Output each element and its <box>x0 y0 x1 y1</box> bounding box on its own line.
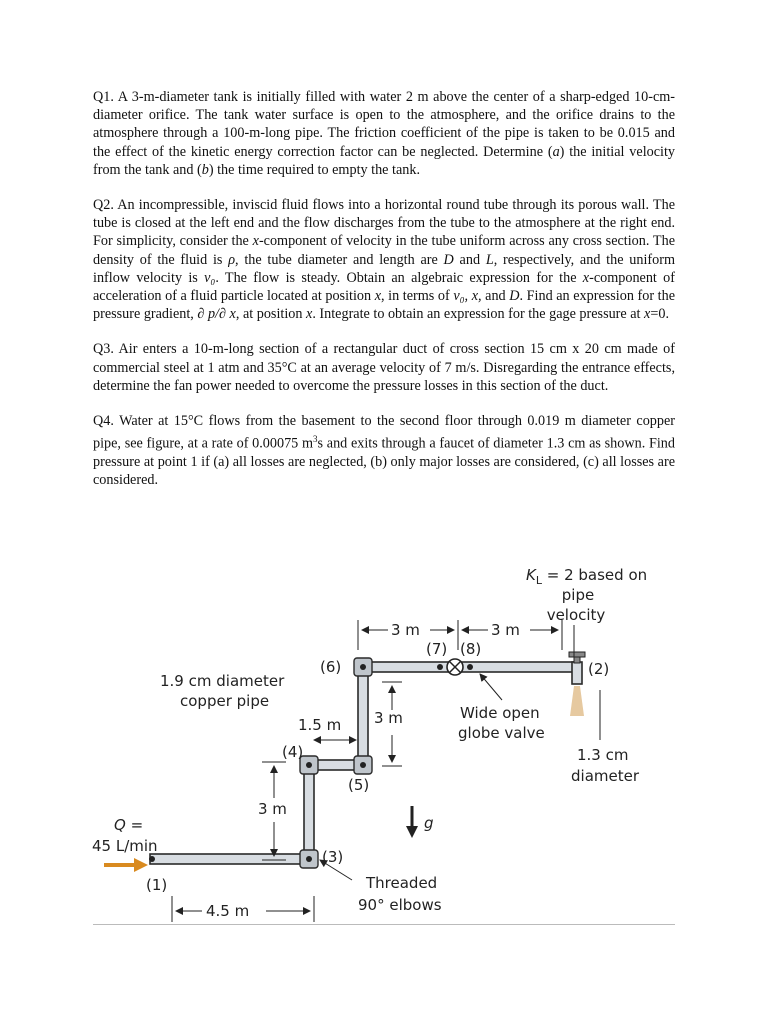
pipe-riser-3-4 <box>304 764 314 864</box>
point-1-marker <box>149 856 155 862</box>
q2-var: x <box>582 269 590 286</box>
q4-superscript: 3 <box>313 434 318 445</box>
point-1-label: (1) <box>146 876 168 894</box>
point-8-label: (8) <box>460 640 482 658</box>
q2-text: and <box>481 288 510 305</box>
q2-var: D <box>443 251 454 268</box>
kl-label-line2: pipe <box>561 586 595 604</box>
q2-text: , in terms of <box>381 288 454 305</box>
point-4-label: (4) <box>282 743 304 761</box>
q2-text: =0. <box>650 306 670 323</box>
q1-text: ) the time required to empty the tank. <box>208 161 420 178</box>
flow-rate-label: 45 L/min <box>92 837 158 855</box>
faucet-spout <box>572 662 582 684</box>
point-4-marker <box>306 762 312 768</box>
kl-label: $K_L = 2$ based on <box>526 566 648 587</box>
q2-text: -component of velocity in the tube uniform across any cross section. The density of the fluid is <box>93 233 675 268</box>
gravity-label: g <box>424 814 434 832</box>
pipe-label-line2: copper pipe <box>180 692 270 710</box>
q2-text: . Integrate to obtain an expression for the gage pressure at <box>312 306 645 323</box>
point-3-label: (3) <box>322 848 344 866</box>
q4-text: Q4. Water at 15°C flows from the basement to the second floor through 0.019 m diameter copper pipe, see figure, at a rate of 0.00075 m <box>93 413 675 452</box>
point-6-marker <box>360 664 366 670</box>
q2-var: v₀ <box>204 269 216 286</box>
point-5-label: (5) <box>348 776 370 794</box>
point-7-label: (7) <box>426 640 448 658</box>
water-stream <box>570 686 584 716</box>
point-5-marker <box>360 762 366 768</box>
question-1 <box>93 88 675 179</box>
dim-3m-a: 3 m <box>391 621 420 639</box>
q2-text: , the tube diameter and length are <box>235 251 444 268</box>
q1-text: ) the initial velocity from the tank and ( <box>93 143 675 178</box>
q2-text: and <box>453 251 486 268</box>
valve-label-line2: globe valve <box>458 724 545 742</box>
q2-var: v₀, x, <box>453 288 482 305</box>
flow-q-label: Q = <box>114 816 144 834</box>
document-page <box>93 88 675 507</box>
q1-part-b: b <box>201 161 209 178</box>
figure-labels <box>92 566 647 920</box>
bottom-rule <box>93 924 675 925</box>
faucet-label-line2: diameter <box>571 767 639 785</box>
point-3-marker <box>306 856 312 862</box>
q2-text: , at position <box>235 306 307 323</box>
q1-part-a: a <box>552 143 560 160</box>
q2-text: , respectively, and the uniform inflow velocity is <box>93 251 675 286</box>
pipe-riser-5-6 <box>358 665 368 770</box>
kl-label-line3: velocity <box>546 606 606 624</box>
pipe-label-line1: 1.9 cm diameter <box>160 672 285 690</box>
valve-label-line1: Wide open <box>460 704 540 722</box>
faucet-label-line1: 1.3 cm <box>577 746 629 764</box>
dim-3m-low: 3 m <box>258 800 287 818</box>
question-3: Q3. Air enters a 10-m-long section of a rectangular duct of cross section 15 cm x 20 cm made of commercial steel at 1 atm and 35°C at an average velocity of 7 m/s. Disregarding the entrance effects, determine the fan power needed to overcome the pressure losses in this section of the duct. <box>93 341 675 394</box>
question-4 <box>93 412 675 490</box>
q1-text: Q1. A 3-m-diameter tank is initially filled with water 2 m above the center of a sharp-edged 10-cm-diameter orifice. The tank water surface is open to the atmosphere, and the orifice drains to the atmosphere through a 100-m-long pipe. The friction coefficient of the pipe is taken to be 0.015 and the effect of the kinetic energy correction factor can be neglected. Determine ( <box>93 89 675 160</box>
q2-var: x <box>374 288 381 305</box>
q2-text: -component of acceleration of a fluid particle located at position <box>93 269 675 305</box>
point-2-label: (2) <box>588 660 610 678</box>
q2-var: ∂ p/∂ x <box>197 306 236 323</box>
point-6-label: (6) <box>320 658 342 676</box>
q2-var: x <box>252 233 259 250</box>
dim-4-5m: 4.5 m <box>206 902 250 920</box>
q2-var: x <box>644 306 651 323</box>
dim-1-5m: 1.5 m <box>298 716 342 734</box>
q4-text: s and exits through a faucet of diameter 1.3 cm as shown. Find pressure at point 1 if (a) all losses are neglected, (b) only major losses are considered, (c) all losses are considered. <box>93 435 675 489</box>
elbow-label-line1: Threaded <box>366 874 438 892</box>
question-2 <box>93 196 675 323</box>
pipe-segment-1-3 <box>150 854 310 864</box>
q2-text: Q2. An incompressible, inviscid fluid flows into a horizontal round tube through its porous wall. The tube is closed at the left end and the flow discharges from the tube to the atmosphere at the right end. For simplicity, consider the <box>93 197 675 250</box>
flow-arrow-icon <box>104 858 148 872</box>
dim-3m-vertical: 3 m <box>374 709 403 727</box>
q2-text: . The flow is steady. Obtain an algebraic expression for the <box>215 269 583 286</box>
gravity-arrow-icon <box>406 806 418 838</box>
q2-var: ρ <box>228 251 236 268</box>
q2-var: L <box>485 251 494 268</box>
dim-3m-b: 3 m <box>491 621 520 639</box>
q2-text: . Find an expression for the pressure gradient, <box>93 288 676 323</box>
pipe-system-figure <box>90 560 680 930</box>
q2-var: D <box>509 288 520 305</box>
elbow-label-line2: 90° elbows <box>358 896 442 914</box>
q2-var: x <box>306 306 313 323</box>
